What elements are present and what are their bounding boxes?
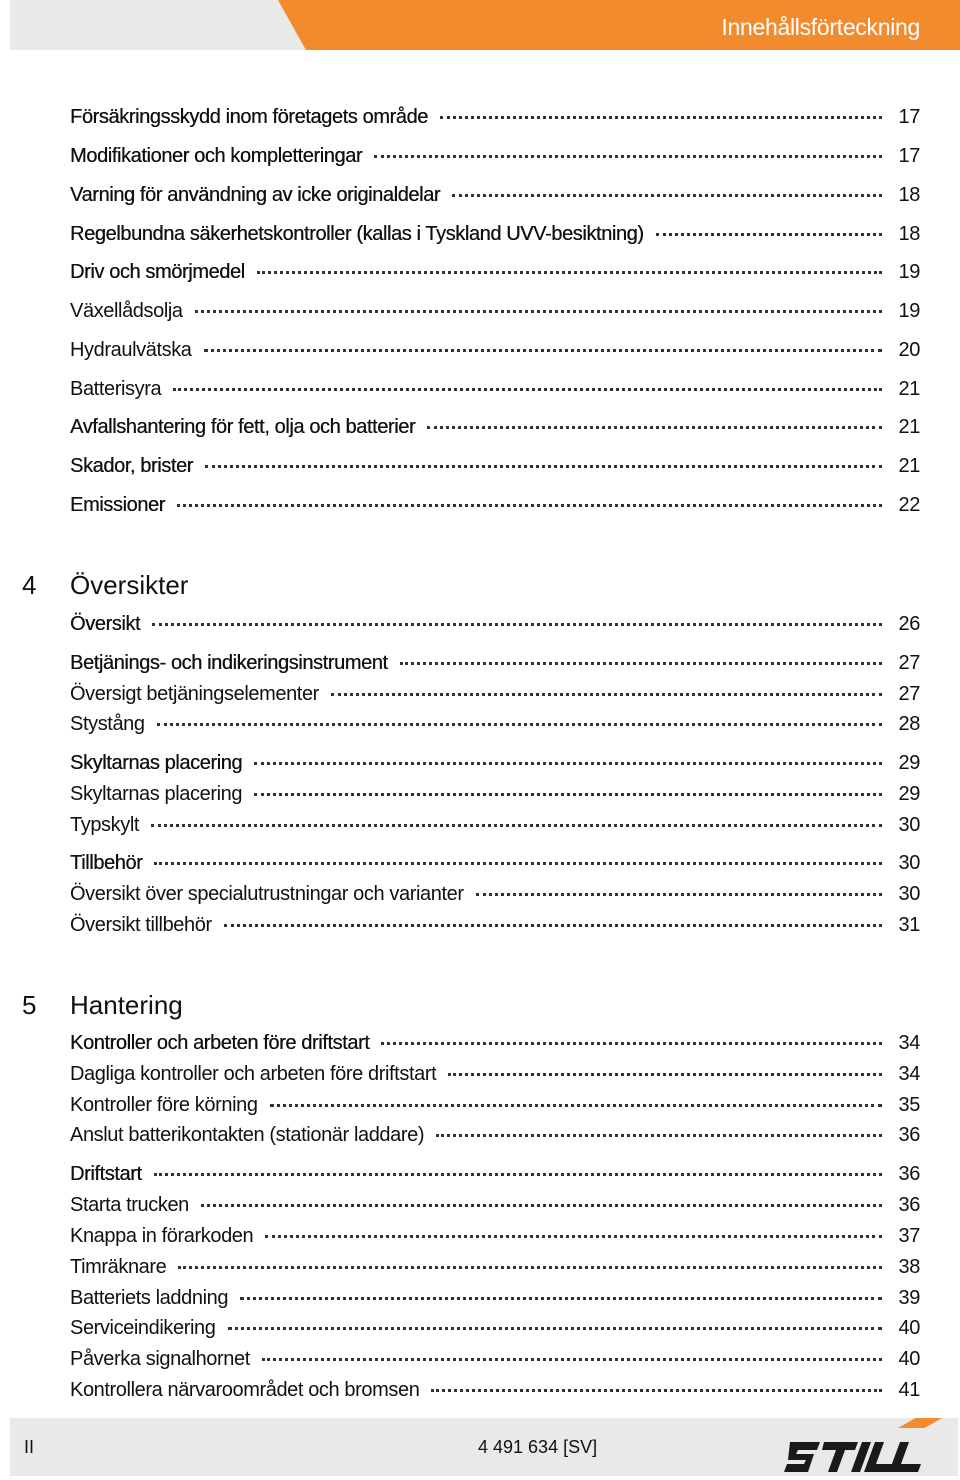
toc-page-number: 39	[898, 1287, 920, 1309]
toc-entry-title: Påverka signalhornet	[70, 1348, 250, 1370]
toc-entry[interactable]	[70, 1379, 920, 1405]
toc-leader-dots	[240, 1297, 882, 1300]
toc-entry[interactable]	[70, 300, 920, 326]
chapter-title: Hantering	[70, 990, 183, 1020]
toc-entry-title: Kontroller och arbeten före driftstart	[70, 1032, 370, 1054]
toc-leader-dots	[656, 233, 882, 236]
toc-entry-title: Batteriets laddning	[70, 1287, 229, 1309]
toc-entry[interactable]	[70, 783, 920, 809]
toc-entry-title: Modifikationer och kompletteringar	[70, 145, 363, 167]
toc-leader-dots	[224, 924, 882, 927]
toc-entry-title: Typskylt	[70, 814, 140, 836]
toc-page-number: 34	[898, 1063, 920, 1085]
toc-entry[interactable]	[70, 339, 920, 365]
toc-entry[interactable]	[70, 1287, 920, 1313]
page-title: Innehållsförteckning	[721, 14, 920, 40]
toc-leader-dots	[270, 1104, 882, 1107]
toc-entry[interactable]	[70, 852, 920, 878]
toc-leader-dots	[204, 349, 882, 352]
toc-leader-dots	[201, 1204, 882, 1207]
toc-page-number: 41	[898, 1379, 920, 1401]
toc-leader-dots	[173, 388, 882, 391]
toc-leader-dots	[374, 155, 882, 158]
toc-entry-title: Växellådsolja	[70, 300, 183, 322]
toc-page-number: 17	[898, 106, 920, 128]
toc-entry-title: Kontroller före körning	[70, 1094, 258, 1116]
toc-page-number: 21	[898, 455, 920, 477]
toc-entry[interactable]	[70, 883, 920, 909]
toc-entry-title: Knappa in förarkoden	[70, 1225, 254, 1247]
document-number: 4 491 634 [SV]	[478, 1437, 598, 1457]
toc-leader-dots	[431, 1389, 882, 1392]
toc-entry[interactable]	[70, 223, 920, 249]
toc-entry-title: Avfallshantering för fett, olja och batterier	[70, 416, 416, 438]
toc-page-number: 21	[898, 378, 920, 400]
toc-page-number: 20	[898, 339, 920, 361]
page-number: II	[24, 1437, 35, 1457]
toc-entry[interactable]	[70, 378, 920, 404]
toc-page-number: 28	[898, 713, 920, 735]
toc-page-number: 19	[898, 300, 920, 322]
toc-page-number: 36	[898, 1124, 920, 1146]
toc-page-number: 27	[898, 683, 920, 705]
toc-page-number: 34	[898, 1032, 920, 1054]
toc-page-number: 30	[898, 814, 920, 836]
toc-leader-dots	[205, 465, 882, 468]
chapter-number: 4	[22, 570, 37, 600]
toc-leader-dots	[476, 893, 882, 896]
toc-entry[interactable]	[70, 1163, 920, 1189]
toc-entry[interactable]	[70, 1194, 920, 1220]
toc-leader-dots	[254, 793, 882, 796]
toc-entry[interactable]	[70, 1225, 920, 1251]
toc-entry-title: Driv och smörjmedel	[70, 261, 245, 283]
toc-leader-dots	[262, 1358, 882, 1361]
toc-leader-dots	[151, 824, 882, 827]
toc-leader-dots	[178, 1266, 882, 1269]
toc-entry[interactable]	[70, 1094, 920, 1120]
toc-entry-title: Skyltarnas placering	[70, 752, 243, 774]
toc-entry[interactable]	[70, 1348, 920, 1374]
toc-page-number: 31	[898, 914, 920, 936]
toc-leader-dots	[157, 723, 882, 726]
toc-entry[interactable]	[70, 713, 920, 739]
toc-page-number: 29	[898, 752, 920, 774]
toc-leader-dots	[436, 1134, 882, 1137]
toc-entry[interactable]	[70, 814, 920, 840]
toc-entry-title: Översikt	[70, 613, 141, 635]
chapter-title: Översikter	[70, 570, 189, 600]
toc-entry[interactable]	[70, 1032, 920, 1058]
toc-entry-title: Skador, brister	[70, 455, 193, 477]
toc-leader-dots	[331, 693, 882, 696]
toc-page-number: 37	[898, 1225, 920, 1247]
toc-leader-dots	[400, 662, 882, 665]
toc-page-number: 30	[898, 852, 920, 874]
toc-leader-dots	[152, 623, 882, 626]
still-logo	[784, 1440, 954, 1474]
toc-entry-title: Översigt betjäningselementer	[70, 683, 319, 705]
toc-page-number: 38	[898, 1256, 920, 1278]
toc-entry-title: Kontrollera närvaroområdet och bromsen	[70, 1379, 420, 1401]
toc-entry[interactable]	[70, 752, 920, 778]
toc-entry-title: Tillbehör	[70, 852, 143, 874]
toc-entry-title: Översikt över specialutrustningar och varianter	[70, 883, 464, 905]
toc-leader-dots	[381, 1042, 882, 1045]
chapter-heading[interactable]	[22, 990, 822, 1021]
toc-leader-dots	[195, 310, 882, 313]
toc-entry-title: Hydraulvätska	[70, 339, 192, 361]
toc-page-number: 27	[898, 652, 920, 674]
chapter-heading[interactable]	[22, 570, 822, 601]
toc-page-number: 26	[898, 613, 920, 635]
toc-page-number: 29	[898, 783, 920, 805]
toc-entry-title: Varning för användning av icke originaldelar	[70, 184, 441, 206]
toc-page-number: 36	[898, 1163, 920, 1185]
toc-entry[interactable]	[70, 1063, 920, 1089]
chapter-number: 5	[22, 990, 37, 1020]
toc-leader-dots	[154, 862, 882, 865]
toc-entry[interactable]	[70, 1256, 920, 1282]
toc-entry-title: Batterisyra	[70, 378, 162, 400]
toc-leader-dots	[427, 426, 882, 429]
toc-entry[interactable]	[70, 184, 920, 210]
toc-entry[interactable]	[70, 652, 920, 678]
toc-leader-dots	[440, 116, 882, 119]
toc-leader-dots	[448, 1073, 882, 1076]
toc-entry[interactable]	[70, 106, 920, 132]
toc-page-number: 18	[898, 223, 920, 245]
toc-entry[interactable]	[70, 416, 920, 442]
toc-entry-title: Timräknare	[70, 1256, 167, 1278]
toc-entry[interactable]	[70, 145, 920, 171]
toc-leader-dots	[154, 1173, 882, 1176]
toc-entry[interactable]	[70, 1124, 920, 1150]
toc-page-number: 22	[898, 494, 920, 516]
toc-leader-dots	[265, 1235, 882, 1238]
toc-page-number: 40	[898, 1348, 920, 1370]
toc-entry[interactable]	[70, 494, 920, 520]
toc-page-number: 30	[898, 883, 920, 905]
toc-entry-title: Regelbundna säkerhetskontroller (kallas i Tyskland UVV-besiktning)	[70, 223, 644, 245]
toc-entry[interactable]	[70, 261, 920, 287]
toc-entry[interactable]	[70, 455, 920, 481]
toc-entry-title: Emissioner	[70, 494, 165, 516]
toc-entry[interactable]	[70, 683, 920, 709]
toc-leader-dots	[257, 271, 882, 274]
toc-entry-title: Översikt tillbehör	[70, 914, 212, 936]
toc-leader-dots	[228, 1327, 883, 1330]
toc-entry[interactable]	[70, 613, 920, 639]
toc-page-number: 21	[898, 416, 920, 438]
toc-entry-title: Dagliga kontroller och arbeten före driftstart	[70, 1063, 437, 1085]
toc-entry-title: Skyltarnas placering	[70, 783, 243, 805]
toc-entry-title: Betjänings- och indikeringsinstrument	[70, 652, 388, 674]
toc-entry-title: Försäkringsskydd inom företagets område	[70, 106, 428, 128]
toc-page-number: 17	[898, 145, 920, 167]
toc-leader-dots	[254, 762, 882, 765]
toc-leader-dots	[177, 504, 882, 507]
toc-entry-title: Driftstart	[70, 1163, 142, 1185]
toc-entry-title: Serviceindikering	[70, 1317, 216, 1339]
toc-entry[interactable]	[70, 914, 920, 940]
toc-entry-title: Starta trucken	[70, 1194, 189, 1216]
toc-entry-title: Anslut batterikontakten (stationär laddare)	[70, 1124, 425, 1146]
toc-page-number: 19	[898, 261, 920, 283]
toc-page-number: 36	[898, 1194, 920, 1216]
toc-page-number: 40	[898, 1317, 920, 1339]
toc-page-number: 35	[898, 1094, 920, 1116]
toc-entry[interactable]	[70, 1317, 920, 1343]
toc-page-number: 18	[898, 184, 920, 206]
toc-entry-title: Stystång	[70, 713, 145, 735]
toc-leader-dots	[452, 194, 882, 197]
